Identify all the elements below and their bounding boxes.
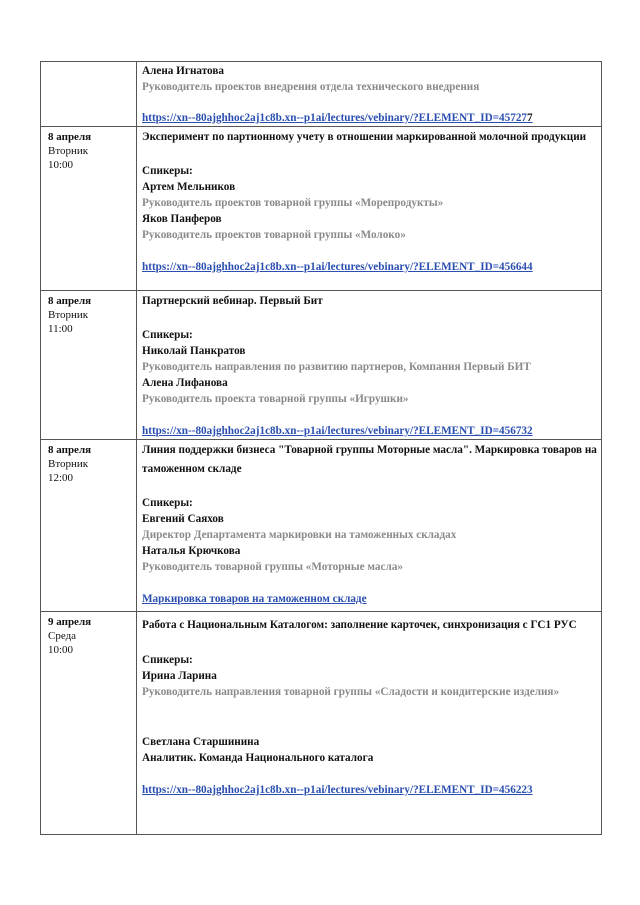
event-time: 10:00 bbox=[48, 644, 74, 656]
event-title: Работа с Национальным Каталогом: заполнение карточек, синхронизация с ГС1 РУС bbox=[142, 619, 577, 631]
content-cell bbox=[137, 62, 602, 127]
speaker-role: Руководитель проектов внедрения отдела технического внедрения bbox=[142, 81, 480, 93]
table-row bbox=[41, 612, 602, 835]
webinar-link[interactable]: https://xn--80ajghhoc2aj1c8b.xn--p1ai/lectures/vebinary/?ELEMENT_ID=456644 bbox=[142, 261, 533, 273]
webinar-link[interactable]: https://xn--80ajghhoc2aj1c8b.xn--p1ai/lectures/vebinary/?ELEMENT_ID=456732 bbox=[142, 425, 533, 437]
speaker-role: Руководитель проекта товарной группы «Игрушки» bbox=[142, 393, 409, 405]
table-row bbox=[41, 440, 602, 612]
speaker-name: Наталья Крючкова bbox=[142, 545, 241, 557]
speaker-role: Руководитель проектов товарной группы «Молоко» bbox=[142, 229, 406, 241]
event-date: 9 апреля bbox=[48, 616, 92, 628]
speaker-role: Руководитель товарной группы «Моторные масла» bbox=[142, 561, 403, 573]
content-cell bbox=[137, 127, 602, 291]
table-row bbox=[41, 291, 602, 440]
event-time: 10:00 bbox=[48, 159, 74, 171]
speakers-heading: Спикеры: bbox=[142, 329, 193, 341]
speaker-role: Аналитик. Команда Национального каталога bbox=[142, 752, 374, 764]
speakers-heading: Спикеры: bbox=[142, 654, 193, 666]
table-row bbox=[41, 62, 602, 127]
speaker-name: Светлана Старшинина bbox=[142, 736, 260, 748]
event-weekday: Вторник bbox=[48, 309, 89, 321]
date-cell bbox=[41, 612, 137, 835]
event-date: 8 апреля bbox=[48, 131, 92, 143]
event-time: 11:00 bbox=[48, 323, 73, 335]
event-date: 8 апреля bbox=[48, 444, 92, 456]
speaker-name: Алена Лифанова bbox=[142, 377, 228, 389]
date-cell bbox=[41, 127, 137, 291]
table-row bbox=[41, 127, 602, 291]
event-weekday: Вторник bbox=[48, 458, 89, 470]
speakers-heading: Спикеры: bbox=[142, 497, 193, 509]
webinar-schedule-table bbox=[40, 61, 602, 835]
webinar-link[interactable]: https://xn--80ajghhoc2aj1c8b.xn--p1ai/lectures/vebinary/?ELEMENT_ID=457277 bbox=[142, 112, 533, 124]
speaker-name: Яков Панферов bbox=[142, 213, 222, 225]
speakers-heading: Спикеры: bbox=[142, 165, 193, 177]
event-title: Партнерский вебинар. Первый Бит bbox=[142, 295, 323, 307]
date-cell bbox=[41, 291, 137, 440]
link-trailing-digit: 7 bbox=[527, 112, 533, 124]
date-cell bbox=[41, 62, 137, 127]
content-cell bbox=[137, 612, 602, 835]
speaker-role: Руководитель направления товарной группы «Сладости и кондитерские изделия» bbox=[142, 686, 560, 698]
speaker-role: Руководитель проектов товарной группы «Морепродукты» bbox=[142, 197, 444, 209]
webinar-link[interactable]: https://xn--80ajghhoc2aj1c8b.xn--p1ai/lectures/vebinary/?ELEMENT_ID=456223 bbox=[142, 784, 533, 796]
speaker-name: Ирина Ларина bbox=[142, 670, 217, 682]
content-cell bbox=[137, 440, 602, 612]
speaker-name: Николай Панкратов bbox=[142, 345, 246, 357]
event-time: 12:00 bbox=[48, 472, 74, 484]
speaker-role: Директор Департамента маркировки на таможенных складах bbox=[142, 529, 457, 541]
event-title: Линия поддержки бизнеса "Товарной группы Моторные масла". Маркировка товаров на таможенном складе bbox=[142, 444, 597, 475]
event-date: 8 апреля bbox=[48, 295, 92, 307]
event-title: Эксперимент по партионному учету в отношении маркированной молочной продукции bbox=[142, 131, 587, 143]
speaker-role: Руководитель направления по развитию партнеров, Компания Первый БИТ bbox=[142, 361, 531, 373]
speaker-name: Алена Игнатова bbox=[142, 65, 224, 77]
speaker-name: Артем Мельников bbox=[142, 181, 236, 193]
date-cell bbox=[41, 440, 137, 612]
content-cell bbox=[137, 291, 602, 440]
speaker-name: Евгений Саяхов bbox=[142, 513, 224, 525]
event-weekday: Вторник bbox=[48, 145, 89, 157]
event-weekday: Среда bbox=[48, 630, 77, 642]
webinar-link[interactable]: Маркировка товаров на таможенном складе bbox=[142, 593, 367, 605]
